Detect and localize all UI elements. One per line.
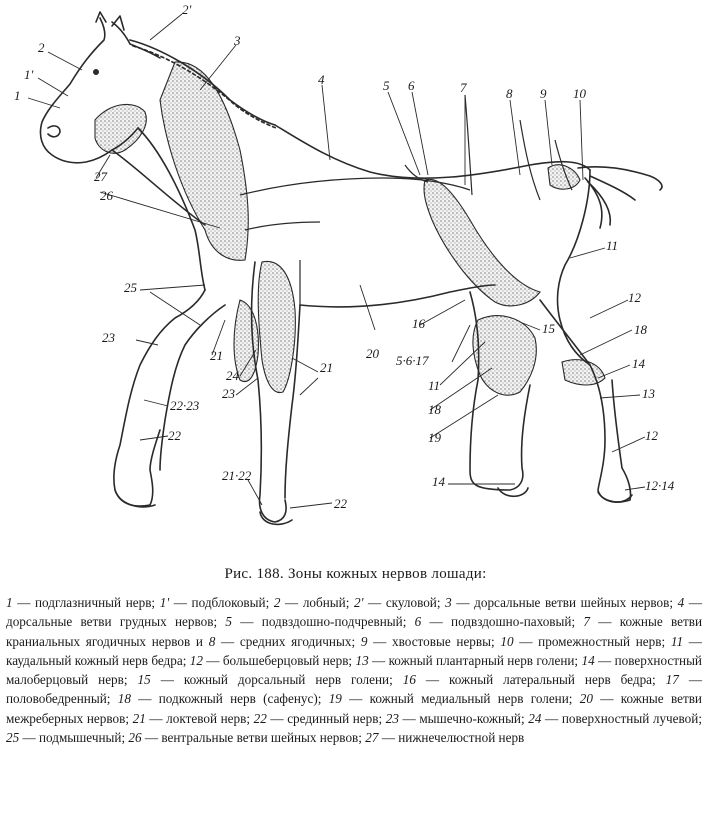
- legend-item-text: — подвздошно-паховый;: [421, 614, 584, 630]
- legend-item-text: — дорсальные ветви шейных нервов;: [451, 595, 678, 610]
- figure-caption-title: Рис. 188. Зоны кожных нервов лошади:: [224, 566, 487, 582]
- label-22-left: 22: [168, 428, 181, 443]
- label-16: 16: [412, 316, 425, 331]
- legend-item-number: 17: [665, 672, 679, 688]
- legend-item-number: 20: [579, 691, 593, 707]
- legend-item-text: — каудальный кожный нерв бедра;: [6, 633, 702, 668]
- label-12-middle: 12: [645, 428, 658, 443]
- legend-item-number: 7: [583, 614, 591, 630]
- legend-item: [528, 711, 702, 726]
- zone-neck-ventral: [160, 62, 248, 260]
- legend-item-text: — хвостовые нервы;: [367, 633, 501, 649]
- legend-item-number: 18: [117, 691, 131, 707]
- legend-item: [355, 653, 581, 668]
- legend-item-number: 14: [581, 652, 595, 668]
- label-21-left: 21: [210, 348, 223, 363]
- horse-outline: [40, 12, 661, 524]
- legend-item: [6, 730, 128, 745]
- legend-item-number: 15: [137, 672, 151, 688]
- legend-item-text: — нижнечелюстной нерв: [378, 730, 525, 746]
- legend-item-text: — средних ягодичных;: [215, 633, 361, 649]
- legend-item-text: — большеберцовый нерв;: [202, 652, 356, 668]
- legend-item-text: — мышечно-кожный;: [398, 710, 529, 726]
- legend-item: [6, 595, 160, 610]
- label-5-6-17: 5·6·17: [396, 353, 429, 368]
- legend-item-number: 19: [328, 691, 342, 707]
- label-20: 20: [366, 346, 379, 361]
- legend-item-text: — кожный плантарный нерв голени;: [368, 652, 582, 668]
- legend-item-number: 23: [385, 710, 399, 726]
- label-5: 5: [383, 78, 390, 93]
- legend-item-text: — вентральные ветви шейных нервов;: [141, 730, 366, 746]
- legend-item-number: 10: [500, 633, 514, 649]
- legend-item-text: — лобный;: [280, 595, 354, 610]
- legend-item-number: 13: [355, 652, 369, 668]
- legend-item-text: — поверхностный лучевой;: [541, 710, 702, 726]
- label-18-upper: 18: [634, 322, 647, 337]
- legend-item-text: — кожный латеральный нерв бедра;: [415, 672, 666, 688]
- label-11-upper: 11: [606, 238, 619, 253]
- label-22-bottom: 22: [334, 496, 347, 511]
- legend-item: [500, 634, 671, 649]
- legend-item-number: 1': [159, 595, 170, 610]
- legend-item-number: 27: [365, 730, 379, 746]
- legend-item: [209, 634, 361, 649]
- dotted-nerve-zones: [95, 62, 605, 395]
- legend-item-number: 16: [402, 672, 416, 688]
- label-13: 13: [642, 386, 655, 401]
- legend-item-text: — половобедренный;: [6, 672, 703, 707]
- label-6: 6: [408, 78, 415, 93]
- legend-item-number: 21: [132, 710, 146, 726]
- legend-item-number: 9: [360, 633, 368, 649]
- label-15: 15: [542, 321, 555, 336]
- legend-item-text: — скуловой;: [363, 595, 446, 610]
- legend-item-number: 5: [225, 614, 232, 630]
- legend-item-text: — кожные ветви краниальных ягодичных нервов и: [6, 614, 703, 649]
- label-12-14: 12·14: [645, 478, 675, 493]
- legend-item-number: 3: [445, 595, 452, 610]
- label-24: 24: [226, 368, 239, 383]
- legend-item: [225, 614, 414, 629]
- legend-item-number: 26: [128, 730, 142, 746]
- label-14-lower: 14: [432, 474, 445, 489]
- label-8: 8: [506, 86, 513, 101]
- label-10: 10: [573, 86, 586, 101]
- legend-item-number: 8: [208, 633, 216, 649]
- legend-item: [133, 711, 254, 726]
- label-14-upper: 14: [632, 356, 645, 371]
- legend-item-text: — срединный нерв;: [266, 710, 386, 726]
- legend-item-number: 22: [253, 710, 267, 726]
- label-7: 7: [460, 80, 467, 95]
- label-18-lower: 18: [428, 402, 441, 417]
- label-4: 4: [318, 72, 325, 87]
- label-21-22: 21·22: [222, 468, 252, 483]
- legend-item-number: 4: [677, 595, 685, 610]
- legend-item-text: — промежностный нерв;: [513, 633, 671, 649]
- label-26: 26: [100, 188, 113, 203]
- legend-item-text: — подмышечный;: [19, 730, 129, 746]
- legend-item: [445, 595, 677, 610]
- legend-item-number: 24: [528, 710, 542, 726]
- label-9: 9: [540, 86, 547, 101]
- label-12-upper: 12: [628, 290, 641, 305]
- legend-item-text: — дорсальные ветви грудных нервов;: [6, 595, 703, 630]
- label-23-right: 23: [222, 386, 235, 401]
- legend-item-text: — кожные ветви межреберных нервов;: [6, 691, 702, 726]
- legend-item: [274, 595, 354, 610]
- legend-item-number: 12: [189, 652, 203, 668]
- legend-item-number: 2': [353, 595, 364, 610]
- legend-item-number: 2: [273, 595, 281, 610]
- figure-legend: [6, 593, 702, 747]
- legend-item: [190, 653, 356, 668]
- legend-item: [254, 711, 386, 726]
- legend-item: [329, 691, 580, 706]
- label-27: 27: [94, 169, 107, 184]
- legend-item-number: 11: [670, 633, 684, 649]
- zone-thigh-medial: [473, 316, 536, 395]
- legend-item-text: — кожный медиальный нерв голени;: [341, 691, 580, 707]
- label-19: 19: [428, 430, 441, 445]
- legend-item: [354, 595, 445, 610]
- legend-item-text: — подблоковый;: [169, 595, 274, 610]
- label-11-lower: 11: [428, 378, 441, 393]
- legend-item: [365, 730, 524, 745]
- legend-item: [403, 672, 666, 687]
- zone-shoulder: [258, 261, 295, 392]
- legend-item: [160, 595, 274, 610]
- label-22-23: 22·23: [170, 398, 200, 413]
- legend-item-text: — подвздошно-подчревный;: [232, 614, 415, 630]
- label-2: 2: [38, 40, 45, 55]
- legend-item: [386, 711, 529, 726]
- legend-item-text: — локтевой нерв;: [145, 710, 254, 726]
- label-1-prime: 1': [24, 67, 34, 82]
- label-3: 3: [234, 33, 241, 48]
- label-23-left: 23: [102, 330, 115, 345]
- legend-item: [128, 730, 365, 745]
- label-21-right: 21: [320, 360, 333, 375]
- label-2-prime: 2': [182, 2, 192, 17]
- legend-item: [138, 672, 403, 687]
- legend-item: [361, 634, 501, 649]
- zone-boundaries: [240, 95, 572, 305]
- legend-item-number: 1: [6, 595, 13, 610]
- legend-item-text: — поверхностный малоберцовый нерв;: [6, 652, 702, 688]
- label-25: 25: [124, 280, 137, 295]
- legend-item: [118, 691, 329, 706]
- legend-item-text: — кожный дорсальный нерв голени;: [150, 672, 403, 688]
- zone-hock: [562, 360, 605, 385]
- legend-item-number: 25: [6, 730, 20, 746]
- legend-item-text: — подглазничный нерв;: [12, 595, 160, 610]
- legend-item-text: — подкожный нерв (сафенус);: [130, 691, 329, 707]
- legend-item-number: 6: [414, 614, 422, 630]
- legend-item: [415, 614, 584, 629]
- zone-rump: [548, 165, 580, 189]
- leader-lines: [28, 14, 645, 508]
- label-1: 1: [14, 88, 21, 103]
